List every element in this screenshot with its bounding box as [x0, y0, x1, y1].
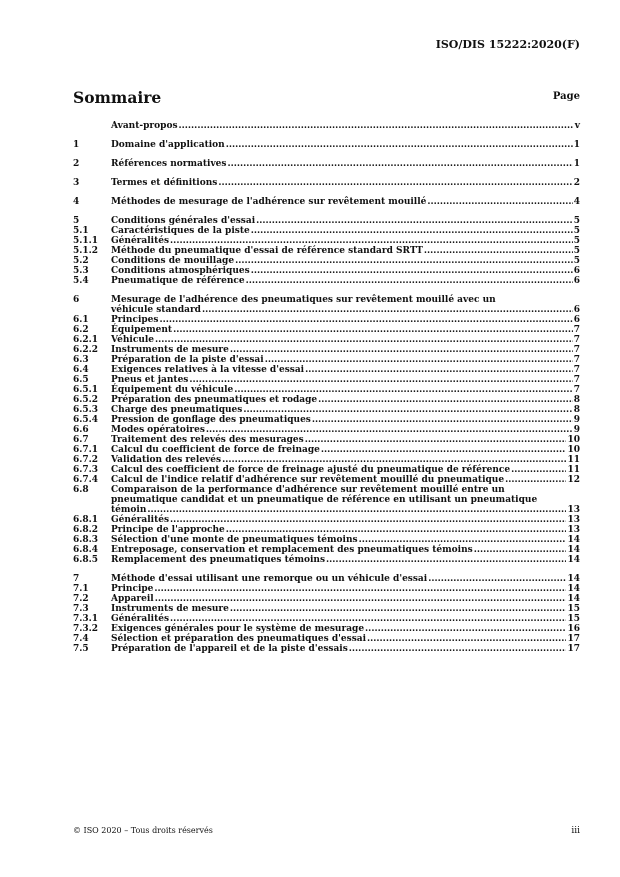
toc-entry-page: 16: [567, 624, 580, 634]
toc-entry-label: Modes opératoires: [111, 425, 205, 435]
toc-dot-leader: [305, 435, 567, 445]
toc-entry-label: Remplacement des pneumatiques témoins: [111, 555, 326, 565]
toc-entry-page: 9: [573, 425, 580, 435]
toc-entry-number: 6.1: [73, 315, 89, 325]
toc-entry[interactable]: [73, 515, 580, 525]
toc-entry-page: 13: [567, 525, 580, 535]
toc-entry-number: 7.3.2: [73, 624, 99, 634]
toc-entry-page: 11: [567, 465, 580, 475]
toc-entry-label: Méthodes de mesurage de l'adhérence sur revêtement mouillé: [111, 197, 427, 207]
toc-dot-leader: [222, 455, 566, 465]
toc-entry[interactable]: [73, 395, 580, 405]
toc-entry-label: témoin: [111, 505, 147, 515]
toc-entry-number: 6.8.1: [73, 515, 99, 525]
toc-entry-label: Traitement des relevés des mesurages: [111, 435, 304, 445]
toc-dot-leader: [428, 574, 566, 584]
toc-dot-leader: [159, 315, 572, 325]
toc-entry[interactable]: [73, 535, 580, 545]
toc-entry[interactable]: [73, 604, 580, 614]
page-column-label: Page: [552, 91, 580, 102]
toc-dot-leader: [474, 545, 567, 555]
toc-entry-page: 5: [573, 236, 580, 246]
toc-entry[interactable]: [73, 159, 580, 169]
toc-entry-page: 7: [573, 385, 580, 395]
toc-dot-leader: [318, 395, 573, 405]
toc-entry-page: 8: [573, 405, 580, 415]
toc-dot-leader: [256, 216, 573, 226]
toc-dot-leader: [326, 555, 566, 565]
toc-dot-leader: [511, 465, 566, 475]
toc-entry[interactable]: [73, 121, 580, 131]
toc-entry-page: 15: [567, 604, 580, 614]
toc-entry-number: 7.5: [73, 644, 89, 654]
toc-entry[interactable]: [73, 405, 580, 415]
toc-entry[interactable]: [73, 415, 580, 425]
toc-dot-leader: [312, 415, 573, 425]
toc-entry-number: 6.7.2: [73, 455, 99, 465]
toc-entry-label: Entreposage, conservation et remplacement des pneumatiques témoins: [111, 545, 473, 555]
toc-entry-label: Appareil: [111, 594, 154, 604]
toc-entry-label: Véhicule: [111, 335, 155, 345]
toc-entry[interactable]: [73, 525, 580, 535]
toc-entry-page: 4: [573, 197, 580, 207]
toc-entry-page: 14: [567, 545, 580, 555]
toc-entry-label: Validation des relevés: [111, 455, 222, 465]
toc-entry-number: 6.7: [73, 435, 89, 445]
toc-entry[interactable]: [73, 140, 580, 150]
toc-dot-leader: [155, 335, 573, 345]
toc-dot-leader: [155, 594, 567, 604]
toc-entry-label: Calcul du coefficient de force de freinage: [111, 445, 320, 455]
toc-entry-page: 13: [567, 515, 580, 525]
toc-dot-leader: [359, 535, 567, 545]
toc-entry-number: 6.7.4: [73, 475, 99, 485]
toc-dot-leader: [251, 266, 573, 276]
toc-entry-label: Caractéristiques de la piste: [111, 226, 250, 236]
toc-entry-number: 6.3: [73, 355, 89, 365]
toc-entry-page: 5: [573, 226, 580, 236]
toc-entry[interactable]: [73, 594, 580, 604]
toc-entry-number: 6.7.3: [73, 465, 99, 475]
toc-dot-leader: [230, 604, 567, 614]
toc-dot-leader: [505, 475, 566, 485]
toc-entry-label: véhicule standard: [111, 305, 201, 315]
toc-entry-number: 7: [73, 574, 80, 584]
toc-dot-leader: [349, 644, 567, 654]
toc-entry-page: 6: [573, 305, 580, 315]
toc-entry[interactable]: [73, 584, 580, 594]
toc-entry-page: 12: [567, 475, 580, 485]
toc-entry[interactable]: [73, 455, 580, 465]
toc-dot-leader: [305, 365, 573, 375]
toc-entry[interactable]: [73, 295, 580, 315]
toc-entry[interactable]: [73, 178, 580, 188]
toc-entry-label: Instruments de mesure: [111, 345, 229, 355]
toc-entry-label: Généralités: [111, 614, 170, 624]
toc-entry-number: 1: [73, 140, 80, 150]
toc-entry-label: Termes et définitions: [111, 178, 218, 188]
toc-entry-label: Équipement du véhicule: [111, 385, 234, 395]
toc-entry-number: 6.8.4: [73, 545, 99, 555]
toc-entry[interactable]: [73, 614, 580, 624]
toc-entry[interactable]: [73, 624, 580, 634]
toc-entry-label: Pression de gonflage des pneumatiques: [111, 415, 311, 425]
toc-entry-number: 6.5.1: [73, 385, 99, 395]
toc-entry-number: 5.1: [73, 226, 89, 236]
toc-entry-number: 6.6: [73, 425, 89, 435]
toc-entry-label-line: Comparaison de la performance d'adhérence sur revêtement mouillé entre un: [111, 485, 505, 495]
toc-dot-leader: [251, 226, 573, 236]
toc-entry[interactable]: [73, 425, 580, 435]
toc-entry-page: 7: [573, 375, 580, 385]
toc-entry[interactable]: [73, 435, 580, 445]
toc-entry-number: 6.8: [73, 485, 89, 495]
toc-entry-page: 2: [573, 178, 580, 188]
toc-entry[interactable]: [73, 216, 580, 226]
toc-entry-label: Exigences générales pour le système de mesurage: [111, 624, 365, 634]
toc-entry-number: 5.3: [73, 266, 89, 276]
toc-dot-leader: [321, 445, 567, 455]
toc-entry-page: 17: [567, 644, 580, 654]
toc-entry-label: Équipement: [111, 325, 173, 335]
toc-entry-page: 5: [573, 216, 580, 226]
toc-dot-leader: [427, 197, 572, 207]
toc-entry-number: 5.1.2: [73, 246, 99, 256]
toc-entry[interactable]: [73, 375, 580, 385]
toc-entry-label: Principes: [111, 315, 159, 325]
toc-entry-label: Principe de l'approche: [111, 525, 225, 535]
toc-entry-page: 6: [573, 315, 580, 325]
toc-entry[interactable]: [73, 266, 580, 276]
toc-entry-label: Pneus et jantes: [111, 375, 189, 385]
toc-entry-label-line: Mesurage de l'adhérence des pneumatiques sur revêtement mouillé avec un: [111, 295, 496, 305]
toc-entry-number: 6.5.2: [73, 395, 99, 405]
toc-entry-number: 6.4: [73, 365, 89, 375]
toc-entry-label: Préparation de la piste d'essai: [111, 355, 264, 365]
toc-entry-number: 7.1: [73, 584, 89, 594]
toc-entry[interactable]: [73, 276, 580, 286]
toc-dot-leader: [147, 505, 566, 515]
toc-entry[interactable]: [73, 574, 580, 584]
toc-entry[interactable]: [73, 634, 580, 644]
toc-entry[interactable]: [73, 315, 580, 325]
footer-copyright: © ISO 2020 – Tous droits réservés: [73, 826, 213, 835]
toc-entry-number: 5: [73, 216, 80, 226]
toc-entry[interactable]: [73, 485, 580, 515]
toc-dot-leader: [226, 140, 573, 150]
toc-entry-page: 14: [567, 535, 580, 545]
toc-dot-leader: [170, 236, 573, 246]
footer-page-number: iii: [571, 826, 580, 836]
toc-entry-number: 3: [73, 178, 80, 188]
toc-entry-page: 8: [573, 395, 580, 405]
toc-entry[interactable]: [73, 385, 580, 395]
toc-entry-page: 5: [573, 256, 580, 266]
toc-entry-page: 5: [573, 246, 580, 256]
toc-entry-label: Calcul de l'indice relatif d'adhérence sur revêtement mouillé du pneumatique: [111, 475, 505, 485]
toc-entry[interactable]: [73, 465, 580, 475]
toc-entry-number: 6: [73, 295, 80, 305]
toc-entry-label: Avant-propos: [111, 121, 178, 131]
toc-entry-page: 15: [567, 614, 580, 624]
toc-entry-label: Charge des pneumatiques: [111, 405, 243, 415]
toc-entry-number: 7.3.1: [73, 614, 99, 624]
toc-dot-leader: [246, 276, 573, 286]
toc-entry-label: Conditions atmosphériques: [111, 266, 250, 276]
toc-entry-page: 14: [567, 594, 580, 604]
toc-entry-label: Exigences relatives à la vitesse d'essai: [111, 365, 305, 375]
toc-dot-leader: [154, 584, 566, 594]
toc-entry[interactable]: [73, 335, 580, 345]
toc-entry[interactable]: [73, 555, 580, 565]
toc-entry-number: 6.8.3: [73, 535, 99, 545]
toc-entry[interactable]: [73, 226, 580, 236]
toc-entry-number: 5.4: [73, 276, 89, 286]
toc-entry[interactable]: [73, 197, 580, 207]
toc-entry-page: 1: [573, 159, 580, 169]
toc-entry-label: Calcul des coefficient de force de freinage ajusté du pneumatique de référence: [111, 465, 511, 475]
toc-entry-page: 7: [573, 355, 580, 365]
toc-entry[interactable]: [73, 246, 580, 256]
toc-dot-leader: [424, 246, 573, 256]
toc-entry-number: 5.1.1: [73, 236, 99, 246]
toc-dot-leader: [202, 305, 573, 315]
toc-dot-leader: [265, 355, 573, 365]
toc-entry-page: 17: [567, 634, 580, 644]
toc-entry-label: Préparation des pneumatiques et rodage: [111, 395, 318, 405]
toc-dot-leader: [226, 525, 567, 535]
toc-dot-leader: [230, 345, 573, 355]
toc-entry-number: 7.4: [73, 634, 89, 644]
toc-entry-number: 6.5.4: [73, 415, 99, 425]
toc-entry-page: 1: [573, 140, 580, 150]
toc-dot-leader: [173, 325, 573, 335]
toc-entry-label: Sélection d'une monte de pneumatiques témoins: [111, 535, 358, 545]
toc-entry-label: Conditions de mouillage: [111, 256, 235, 266]
toc-dot-leader: [189, 375, 572, 385]
toc-entry-number: 6.2: [73, 325, 89, 335]
toc-dot-leader: [243, 405, 572, 415]
toc-dot-leader: [227, 159, 572, 169]
toc-dot-leader: [365, 624, 566, 634]
table-of-contents: [73, 121, 580, 654]
toc-entry-page: 14: [567, 584, 580, 594]
toc-entry-label: Généralités: [111, 515, 170, 525]
toc-entry[interactable]: [73, 236, 580, 246]
toc-entry-label: Conditions générales d'essai: [111, 216, 256, 226]
toc-entry[interactable]: [73, 345, 580, 355]
page-title: Sommaire: [73, 88, 162, 107]
toc-entry-number: 6.5: [73, 375, 89, 385]
toc-entry-number: 6.5.3: [73, 405, 99, 415]
toc-entry-page: 11: [567, 455, 580, 465]
toc-entry[interactable]: [73, 475, 580, 485]
toc-entry[interactable]: [73, 545, 580, 555]
toc-entry-label-line: pneumatique candidat et un pneumatique de référence en utilisant un pneumatique: [111, 495, 538, 505]
toc-entry-page: 9: [573, 415, 580, 425]
toc-entry[interactable]: [73, 355, 580, 365]
toc-entry-label: Références normatives: [111, 159, 227, 169]
toc-entry-number: 2: [73, 159, 80, 169]
toc-entry-number: 6.2.1: [73, 335, 99, 345]
toc-entry-label: Instruments de mesure: [111, 604, 229, 614]
toc-dot-leader: [170, 515, 566, 525]
toc-entry-number: 6.8.5: [73, 555, 99, 565]
toc-entry[interactable]: [73, 644, 580, 654]
toc-entry-page: 6: [573, 266, 580, 276]
toc-dot-leader: [170, 614, 566, 624]
toc-entry-label: Pneumatique de référence: [111, 276, 245, 286]
toc-entry-number: 5.2: [73, 256, 89, 266]
toc-entry-page: 14: [567, 555, 580, 565]
toc-dot-leader: [218, 178, 572, 188]
toc-dot-leader: [234, 385, 572, 395]
toc-entry-label: Domaine d'application: [111, 140, 225, 150]
toc-entry-page: 7: [573, 365, 580, 375]
toc-entry-label: Méthode d'essai utilisant une remorque ou un véhicule d'essai: [111, 574, 428, 584]
toc-entry-number: 6.7.1: [73, 445, 99, 455]
toc-entry[interactable]: [73, 325, 580, 335]
toc-entry-number: 7.2: [73, 594, 89, 604]
toc-dot-leader: [367, 634, 566, 644]
toc-entry-page: 10: [567, 445, 580, 455]
toc-entry[interactable]: [73, 445, 580, 455]
toc-entry[interactable]: [73, 256, 580, 266]
toc-entry-label: Sélection et préparation des pneumatiques d'essai: [111, 634, 367, 644]
toc-entry-page: 7: [573, 325, 580, 335]
toc-entry-page: v: [574, 121, 580, 131]
toc-entry-page: 6: [573, 276, 580, 286]
toc-entry-number: 6.2.2: [73, 345, 99, 355]
toc-dot-leader: [206, 425, 573, 435]
toc-entry-page: 7: [573, 345, 580, 355]
toc-entry-label: Préparation de l'appareil et de la piste d'essais: [111, 644, 348, 654]
toc-dot-leader: [235, 256, 573, 266]
toc-entry-page: 10: [567, 435, 580, 445]
toc-dot-leader: [179, 121, 574, 131]
toc-entry-number: 6.8.2: [73, 525, 99, 535]
toc-entry-number: 4: [73, 197, 80, 207]
toc-entry-label: Généralités: [111, 236, 170, 246]
document-reference: ISO/DIS 15222:2020(F): [435, 38, 580, 51]
toc-entry[interactable]: [73, 365, 580, 375]
toc-entry-page: 7: [573, 335, 580, 345]
toc-entry-page: 13: [567, 505, 580, 515]
toc-entry-page: 14: [567, 574, 580, 584]
toc-entry-number: 7.3: [73, 604, 89, 614]
toc-entry-label: Principe: [111, 584, 154, 594]
toc-entry-label: Méthode du pneumatique d'essai de référence standard SRTT: [111, 246, 423, 256]
